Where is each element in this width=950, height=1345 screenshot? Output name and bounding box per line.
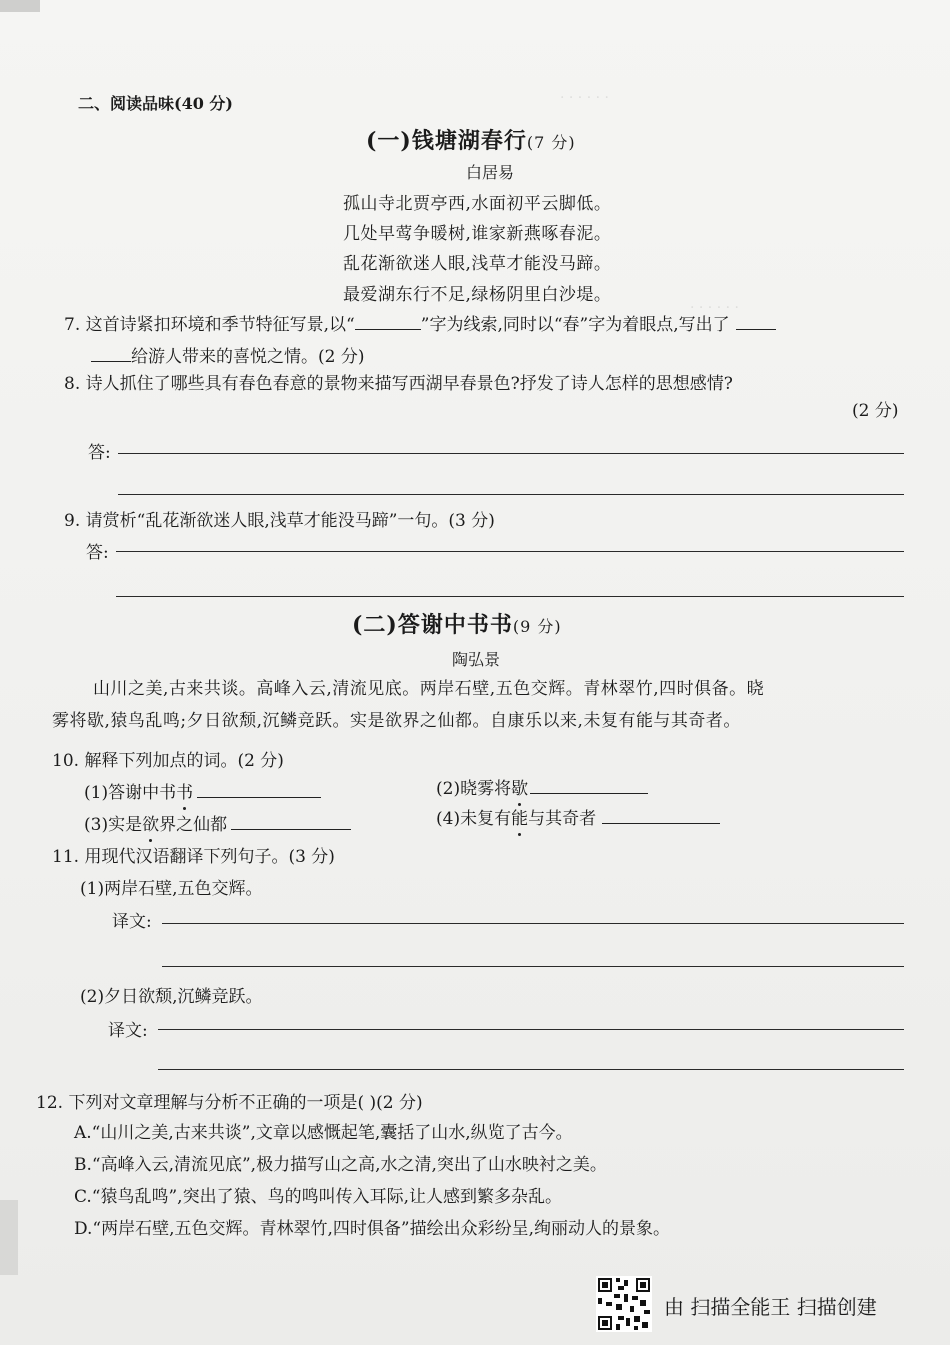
question-number: 8. [64,374,81,394]
answer-blank[interactable] [231,815,351,830]
question-10 [52,746,284,771]
answer-line[interactable] [118,494,904,495]
question-text: ”字为线索,同时以“春”字为着眼点,写出了 [420,315,730,335]
prose-title [352,608,562,639]
item-text: (2)晓雾将 [436,779,512,799]
item-text: 界之仙都 [159,815,228,835]
question-number: 11. [52,847,80,867]
question-7 [64,310,776,335]
prose-author: 陶弘景 [452,650,501,669]
answer-label: 答: [88,443,111,463]
poem-author: 白居易 [466,163,515,182]
dotted-word: 欲 [142,815,160,835]
question-number: 9. [64,511,81,531]
question-8 [64,369,733,394]
question-text: 这首诗紧扣环境和季节特征写景,以“ [85,315,355,335]
item-text: (1)答谢中书 [84,783,177,803]
scanner-watermark: 由 扫描全能王 扫描创建 [664,1295,877,1319]
question-points: (2 分) [852,401,899,421]
bleed-through: · · · · · · [690,300,739,316]
answer-line[interactable] [162,966,904,967]
answer-line[interactable] [116,596,904,597]
qr-code-icon[interactable] [596,1276,652,1332]
question-number: 7. [64,315,81,335]
question-12 [36,1088,423,1113]
question-7-cont [91,342,364,367]
q10-item [436,804,720,829]
question-text: 用现代汉语翻译下列句子。(3 分) [84,847,335,867]
poem-line: 乱花渐欲迷人眼,浅草才能没马蹄。 [343,254,612,274]
poem-line: 最爱湖东行不足,绿杨阴里白沙堤。 [343,285,612,305]
prose-points: (9 分) [512,617,562,636]
question-text: 诗人抓住了哪些具有春色春意的景物来描写西湖早春景色?抒发了诗人怎样的思想感情? [85,374,733,394]
option-c[interactable]: C.“猿鸟乱鸣”,突出了猿、鸟的鸣叫传入耳际,让人感到繁多杂乱。 [74,1187,562,1207]
prose-line: 雾将歇,猿鸟乱鸣;夕日欲颓,沉鳞竞跃。实是欲界之仙都。自康乐以来,未复有能与其奇者。 [52,711,741,731]
poem-title-text: (一)钱塘湖春行 [366,128,527,154]
translation-label: 译文: [108,1021,148,1041]
question-text: 给游人带来的喜悦之情。(2 分) [131,347,365,367]
q10-item [84,778,321,803]
dotted-word: 能 [511,809,529,829]
answer-blank[interactable] [91,347,131,362]
answer-line[interactable] [118,453,904,454]
question-text: 下列对文章理解与分析不正确的一项是( )(2 分) [68,1093,423,1113]
poem-points: (7 分) [526,133,576,152]
question-number: 10. [52,751,80,771]
poem-line: 几处早莺争暖树,谁家新燕啄春泥。 [343,224,612,244]
answer-line[interactable] [158,1069,904,1070]
q10-item [436,774,648,799]
answer-line[interactable] [116,551,904,552]
question-number: 12. [36,1093,64,1113]
option-d[interactable]: D.“两岸石壁,五色交辉。青林翠竹,四时俱备”描绘出众彩纷呈,绚丽动人的景象。 [74,1219,671,1239]
bleed-through: · · · · · · [560,90,609,106]
scan-edge [0,1200,18,1275]
item-text: (4)未复有 [436,809,512,829]
answer-blank[interactable] [602,809,720,824]
scan-edge [0,0,40,12]
sentence: (1)两岸石壁,五色交辉。 [80,879,263,899]
answer-line[interactable] [162,923,904,924]
item-text: (3)实是 [84,815,143,835]
q10-item [84,810,351,835]
poem-line: 孤山寺北贾亭西,水面初平云脚低。 [343,194,612,214]
answer-blank[interactable] [736,315,776,330]
question-11 [52,842,335,867]
prose-title-text: (二)答谢中书书 [352,612,513,638]
answer-blank[interactable] [355,315,421,330]
prose-line: 山川之美,古来共谈。高峰入云,清流见底。两岸石壁,五色交辉。青林翠竹,四时俱备。晓 [93,679,765,699]
option-b[interactable]: B.“高峰入云,清流见底”,极力描写山之高,水之清,突出了山水映衬之美。 [74,1155,607,1175]
answer-line[interactable] [158,1029,904,1030]
item-text: 与其奇者 [528,809,597,829]
question-9 [64,506,495,531]
section-header: 二、阅读品味(40 分) [78,94,233,113]
answer-label: 答: [86,543,109,563]
dotted-word: 书 [176,783,194,803]
poem-title [366,124,576,155]
option-a[interactable]: A.“山川之美,古来共谈”,文章以感慨起笔,囊括了山水,纵览了古今。 [74,1123,573,1143]
translation-label: 译文: [112,912,152,932]
answer-blank[interactable] [530,779,648,794]
dotted-word: 歇 [511,779,529,799]
sentence: (2)夕日欲颓,沉鳞竞跃。 [80,987,263,1007]
question-text: 请赏析“乱花渐欲迷人眼,浅草才能没马蹄”一句。(3 分) [85,511,495,531]
question-text: 解释下列加点的词。(2 分) [84,751,284,771]
answer-blank[interactable] [197,783,321,798]
